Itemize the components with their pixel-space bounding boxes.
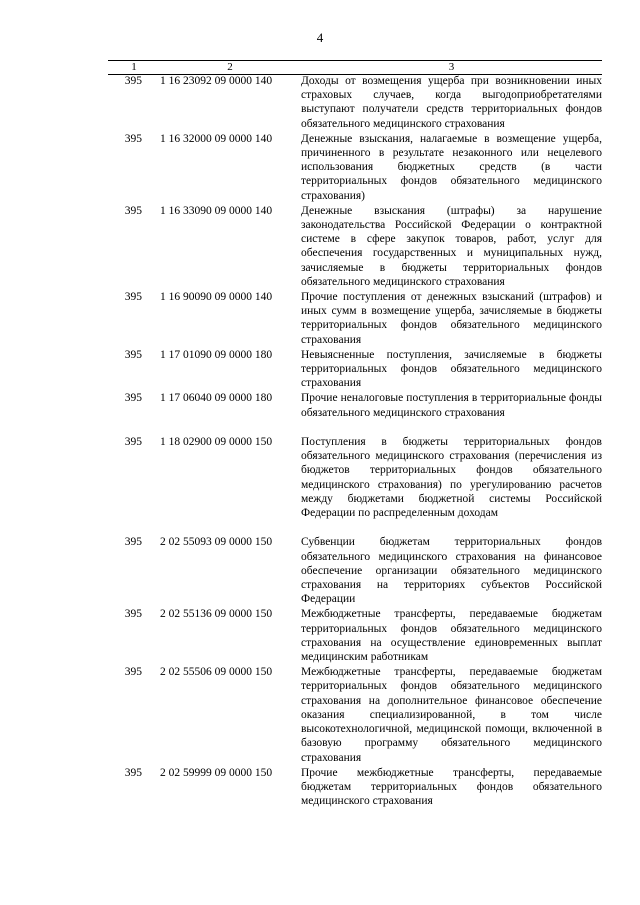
table-row	[108, 535, 602, 606]
admin-code-cell: 395	[124, 348, 142, 361]
admin-code-cell: 395	[124, 766, 142, 779]
budget-code-cell: 1 16 32000 09 0000 140	[160, 132, 273, 145]
description-cell: Прочие поступления от денежных взысканий (штрафов) и иных сумм в возмещение ущерба, зачисляемые в бюджеты территориальных фондов обязательного медицинского страхования	[301, 291, 602, 346]
description-cell: Межбюджетные трансферты, передаваемые бюджетам территориальных фондов обязательного медицинского страхования на дополнительное финансовое обеспечение оказания специализированной, в том числе высокотехнологичной, медицинской помощи, включенной в базовую программу обязательного медицинского страхования	[301, 666, 602, 764]
header-col1: 1	[131, 61, 137, 73]
budget-code-cell: 1 16 33090 09 0000 140	[160, 204, 273, 217]
budget-code-cell: 2 02 59999 09 0000 150	[160, 766, 273, 779]
header-col3: 3	[448, 61, 455, 73]
budget-code-cell: 1 17 01090 09 0000 180	[160, 348, 273, 361]
budget-code-cell: 1 16 90090 09 0000 140	[160, 291, 273, 304]
admin-code-cell: 395	[124, 666, 142, 679]
admin-code-cell: 395	[124, 204, 142, 217]
admin-code-cell: 395	[124, 132, 142, 145]
admin-code-cell: 395	[124, 436, 142, 449]
admin-code-cell: 395	[124, 291, 142, 304]
description-cell: Доходы от возмещения ущерба при возникновении иных страховых случаев, когда выгодоприобретателями выступают получатели средств территориальных фондов обязательного медицинского страхования	[301, 75, 602, 130]
budget-code-cell: 2 02 55506 09 0000 150	[160, 666, 273, 679]
budget-code-cell: 1 17 06040 09 0000 180	[160, 392, 273, 405]
table-body	[108, 74, 602, 809]
table-row	[108, 435, 602, 534]
table-row	[108, 665, 602, 764]
header-col2: 2	[227, 61, 233, 73]
description-cell: Денежные взыскания, налагаемые в возмещение ущерба, причиненного в результате незаконного или нецелевого использования бюджетных средств (в части территориальных фондов обязательного медицинского страхования)	[301, 132, 602, 202]
admin-code-cell: 395	[124, 75, 142, 87]
description-cell: Прочие межбюджетные трансферты, передаваемые бюджетам территориальных фондов обязательного медицинского страхования	[301, 766, 602, 808]
table-row	[108, 290, 602, 347]
budget-code-cell: 1 16 23092 09 0000 140	[160, 75, 273, 87]
admin-code-cell: 395	[124, 608, 142, 621]
description-cell: Межбюджетные трансферты, передаваемые бюджетам территориальных фондов обязательного медицинского страхования на осуществление единовременных выплат медицинским работникам	[301, 608, 602, 664]
table-row	[108, 204, 602, 289]
description-cell: Прочие неналоговые поступления в территориальные фонды обязательного медицинского страхования	[301, 392, 602, 419]
budget-code-cell: 1 18 02900 09 0000 150	[160, 436, 273, 449]
description-cell: Поступления в бюджеты территориальных фондов обязательного медицинского страхования (перечисления из бюджетов территориальных фондов обязательного медицинского страхования) по урегулированию расчетов между бюджетами бюджетной системы Российской Федерации по распределенным доходам	[301, 436, 602, 520]
budget-code-cell: 2 02 55136 09 0000 150	[160, 608, 273, 621]
table-row	[108, 766, 602, 809]
table-header	[108, 60, 602, 75]
admin-code-cell: 395	[124, 392, 142, 405]
table-row	[108, 74, 602, 131]
description-cell: Субвенции бюджетам территориальных фондов обязательного медицинского страхования на финансовое обеспечение организации обязательного медицинского страхования на территориях субъектов Российской Федерации	[301, 536, 602, 606]
description-cell: Невыясненные поступления, зачисляемые в бюджеты территориальных фондов обязательного медицинского страхования	[301, 348, 602, 390]
admin-code-cell: 395	[124, 536, 142, 549]
table-row	[108, 348, 602, 391]
budget-code-cell: 2 02 55093 09 0000 150	[160, 536, 273, 549]
table-row	[108, 391, 602, 434]
description-cell: Денежные взыскания (штрафы) за нарушение законодательства Российской Федерации о контрактной системе в сфере закупок товаров, работ, услуг для обеспечения государственных и муниципальных нужд, зачисляемые в бюджеты территориальных фондов обязательного медицинского страхования	[301, 204, 602, 288]
table-row	[108, 132, 602, 203]
table-row	[108, 607, 602, 664]
page-number: 4	[316, 30, 324, 45]
